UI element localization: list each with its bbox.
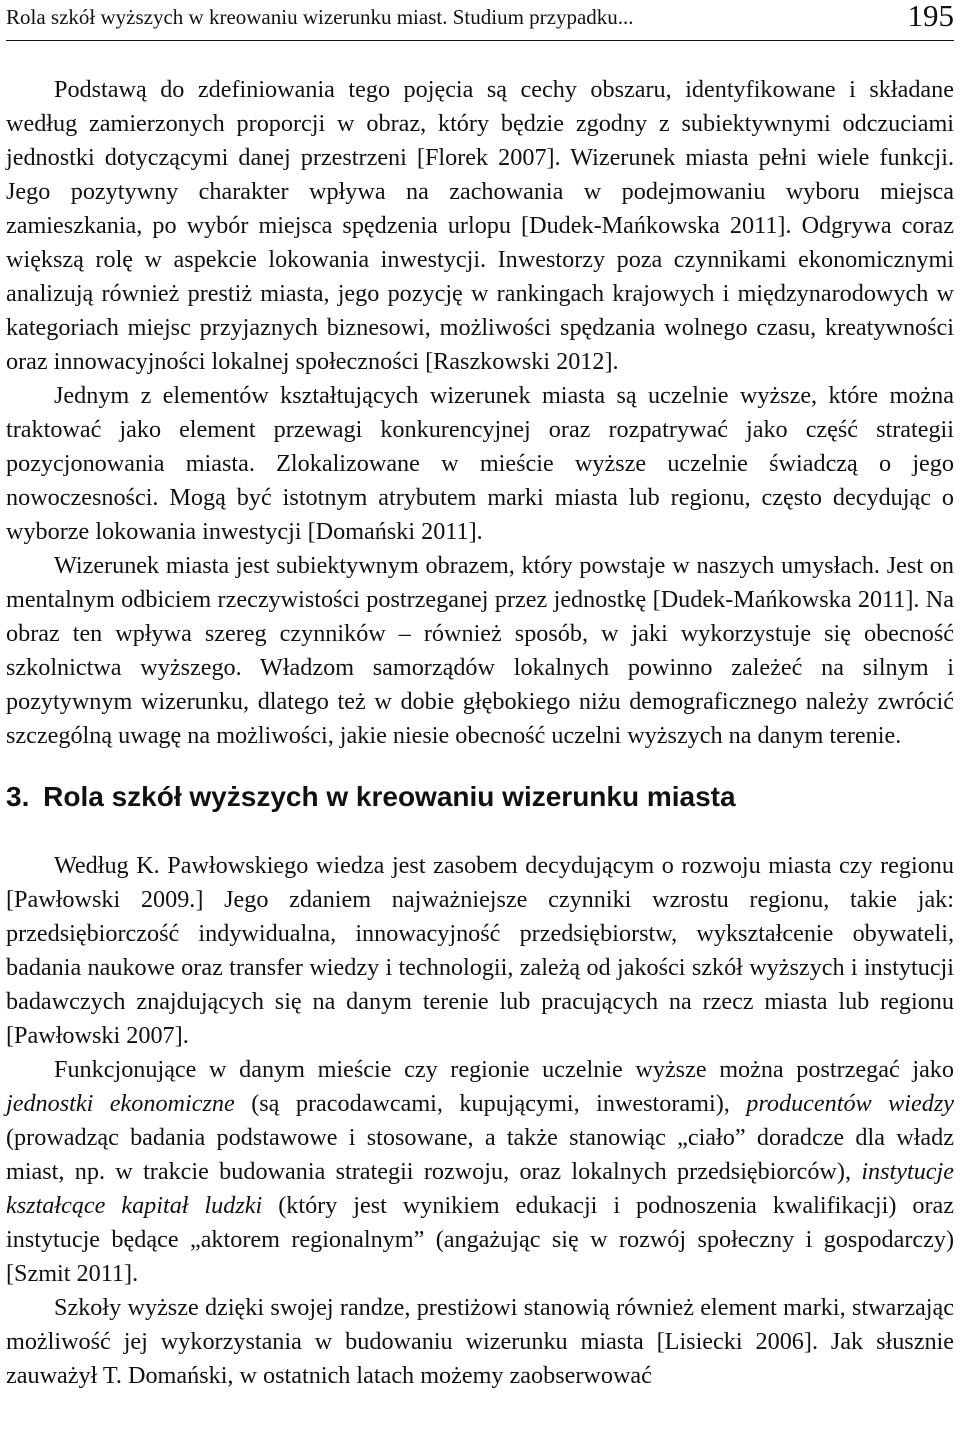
paragraph-subjective-image: Wizerunek miasta jest subiektywnym obrazem, który powstaje w naszych umysłach. Jest on mentalnym odbiciem rzeczywistości postrzeganej przez jednostkę [Dudek-Mańkowska 2011]. Na obraz ten wpływa szereg czynników – również sposób, w jaki wykorzystuje się obecność szkolnictwa wyższego. Władzom samorządów lokalnych powinno zależeć na silnym i pozytywnym wizerunku, dlatego też w dobie głębokiego niżu demograficznego należy zwrócić szczególną uwagę na możliwości, jakie niesie obecność uczelni wyższych na danym terenie. [6, 552, 954, 749]
italic-term: producentów wiedzy [746, 1090, 954, 1117]
paragraph-universities-roles [6, 1053, 954, 1291]
paragraph-schools-brand: Szkoły wyższe dzięki swojej randze, prestiżowi stanowią również element marki, stwarzając możliwość jej wykorzystania w budowaniu wizerunku miasta [Lisiecki 2006]. Jak słusznie zauważył T. Domański, w ostatnich latach możemy zaobserwować [6, 1294, 954, 1389]
italic-term: jednostki ekonomiczne [6, 1090, 235, 1117]
text-run: (prowadząc badania podstawowe i stosowane, a także stanowiąc „ciało” doradcze dla władz miast, np. w trakcie budowania strategii rozwoju, oraz lokalnych przedsiębiorców), [6, 1124, 954, 1185]
section-number: 3. [6, 781, 30, 812]
document-page [6, 0, 954, 1393]
italic-term: instytucje kształcące kapitał ludzki [6, 1158, 954, 1219]
running-header [6, 0, 954, 41]
body-text [6, 73, 954, 1393]
running-title: Rola szkół wyższych w kreowaniu wizerunku miast. Studium przypadku... [6, 5, 634, 29]
paragraph-image-definition: Podstawą do zdefiniowania tego pojęcia są cechy obszaru, identyfikowane i składane według zamierzonych proporcji w obraz, który będzie zgodny z subiektywnymi odczuciami jednostki dotyczącymi danej przestrzeni [Florek 2007]. Wizerunek miasta pełni wiele funkcji. Jego pozytywny charakter wpływa na zachowania w podejmowaniu wyboru miejsca zamieszkania, po wybór miejsca spędzenia urlopu [Dudek-Mańkowska 2011]. Odgrywa coraz większą rolę w aspekcie lokowania inwestycji. Inwestorzy poza czynnikami ekonomicznymi analizują również prestiż miasta, jego pozycję w rankingach krajowych i międzynarodowych w kategoriach miejsc przyjaznych biznesowi, możliwości spędzania wolnego czasu, kreatywności oraz innowacyjności lokalnej społeczności [Raszkowski 2012]. [6, 76, 954, 375]
text-run: (który jest wynikiem edukacji i podnoszenia kwalifikacji) oraz instytucje będące „aktorem regionalnym” (angażując się w rozwój społeczny i gospodarczy) [Szmit 2011]. [6, 1192, 954, 1287]
page-number: 195 [907, 0, 954, 33]
paragraph-knowledge-resource: Według K. Pawłowskiego wiedza jest zasobem decydującym o rozwoju miasta czy regionu [Pawłowski 2009.] Jego zdaniem najważniejsze czynniki wzrostu regionu, takie jak: przedsiębiorczość indywidualna, innowacyjność przedsiębiorstw, wykształcenie obywateli, badania naukowe oraz transfer wiedzy i technologii, zależą od jakości szkół wyższych i instytucji badawczych znajdujących się na danym terenie lub pracujących na rzecz miasta lub regionu [Pawłowski 2007]. [6, 852, 954, 1049]
text-run: (są pracodawcami, kupującymi, inwestorami), [234, 1090, 747, 1117]
section-title: Rola szkół wyższych w kreowaniu wizerunku miasta [43, 781, 736, 812]
paragraph-universities-element: Jednym z elementów kształtujących wizerunek miasta są uczelnie wyższe, które można traktować jako element przewagi konkurencyjnej oraz rozpatrywać jako część strategii pozycjonowania miasta. Zlokalizowane w mieście wyższe uczelnie świadczą o jego nowoczesności. Mogą być istotnym atrybutem marki miasta lub regionu, często decydując o wyborze lokowania inwestycji [Domański 2011]. [6, 382, 954, 545]
section-heading [6, 777, 954, 817]
text-run: Funkcjonujące w danym mieście czy regionie uczelnie wyższe można postrzegać jako [54, 1056, 954, 1083]
